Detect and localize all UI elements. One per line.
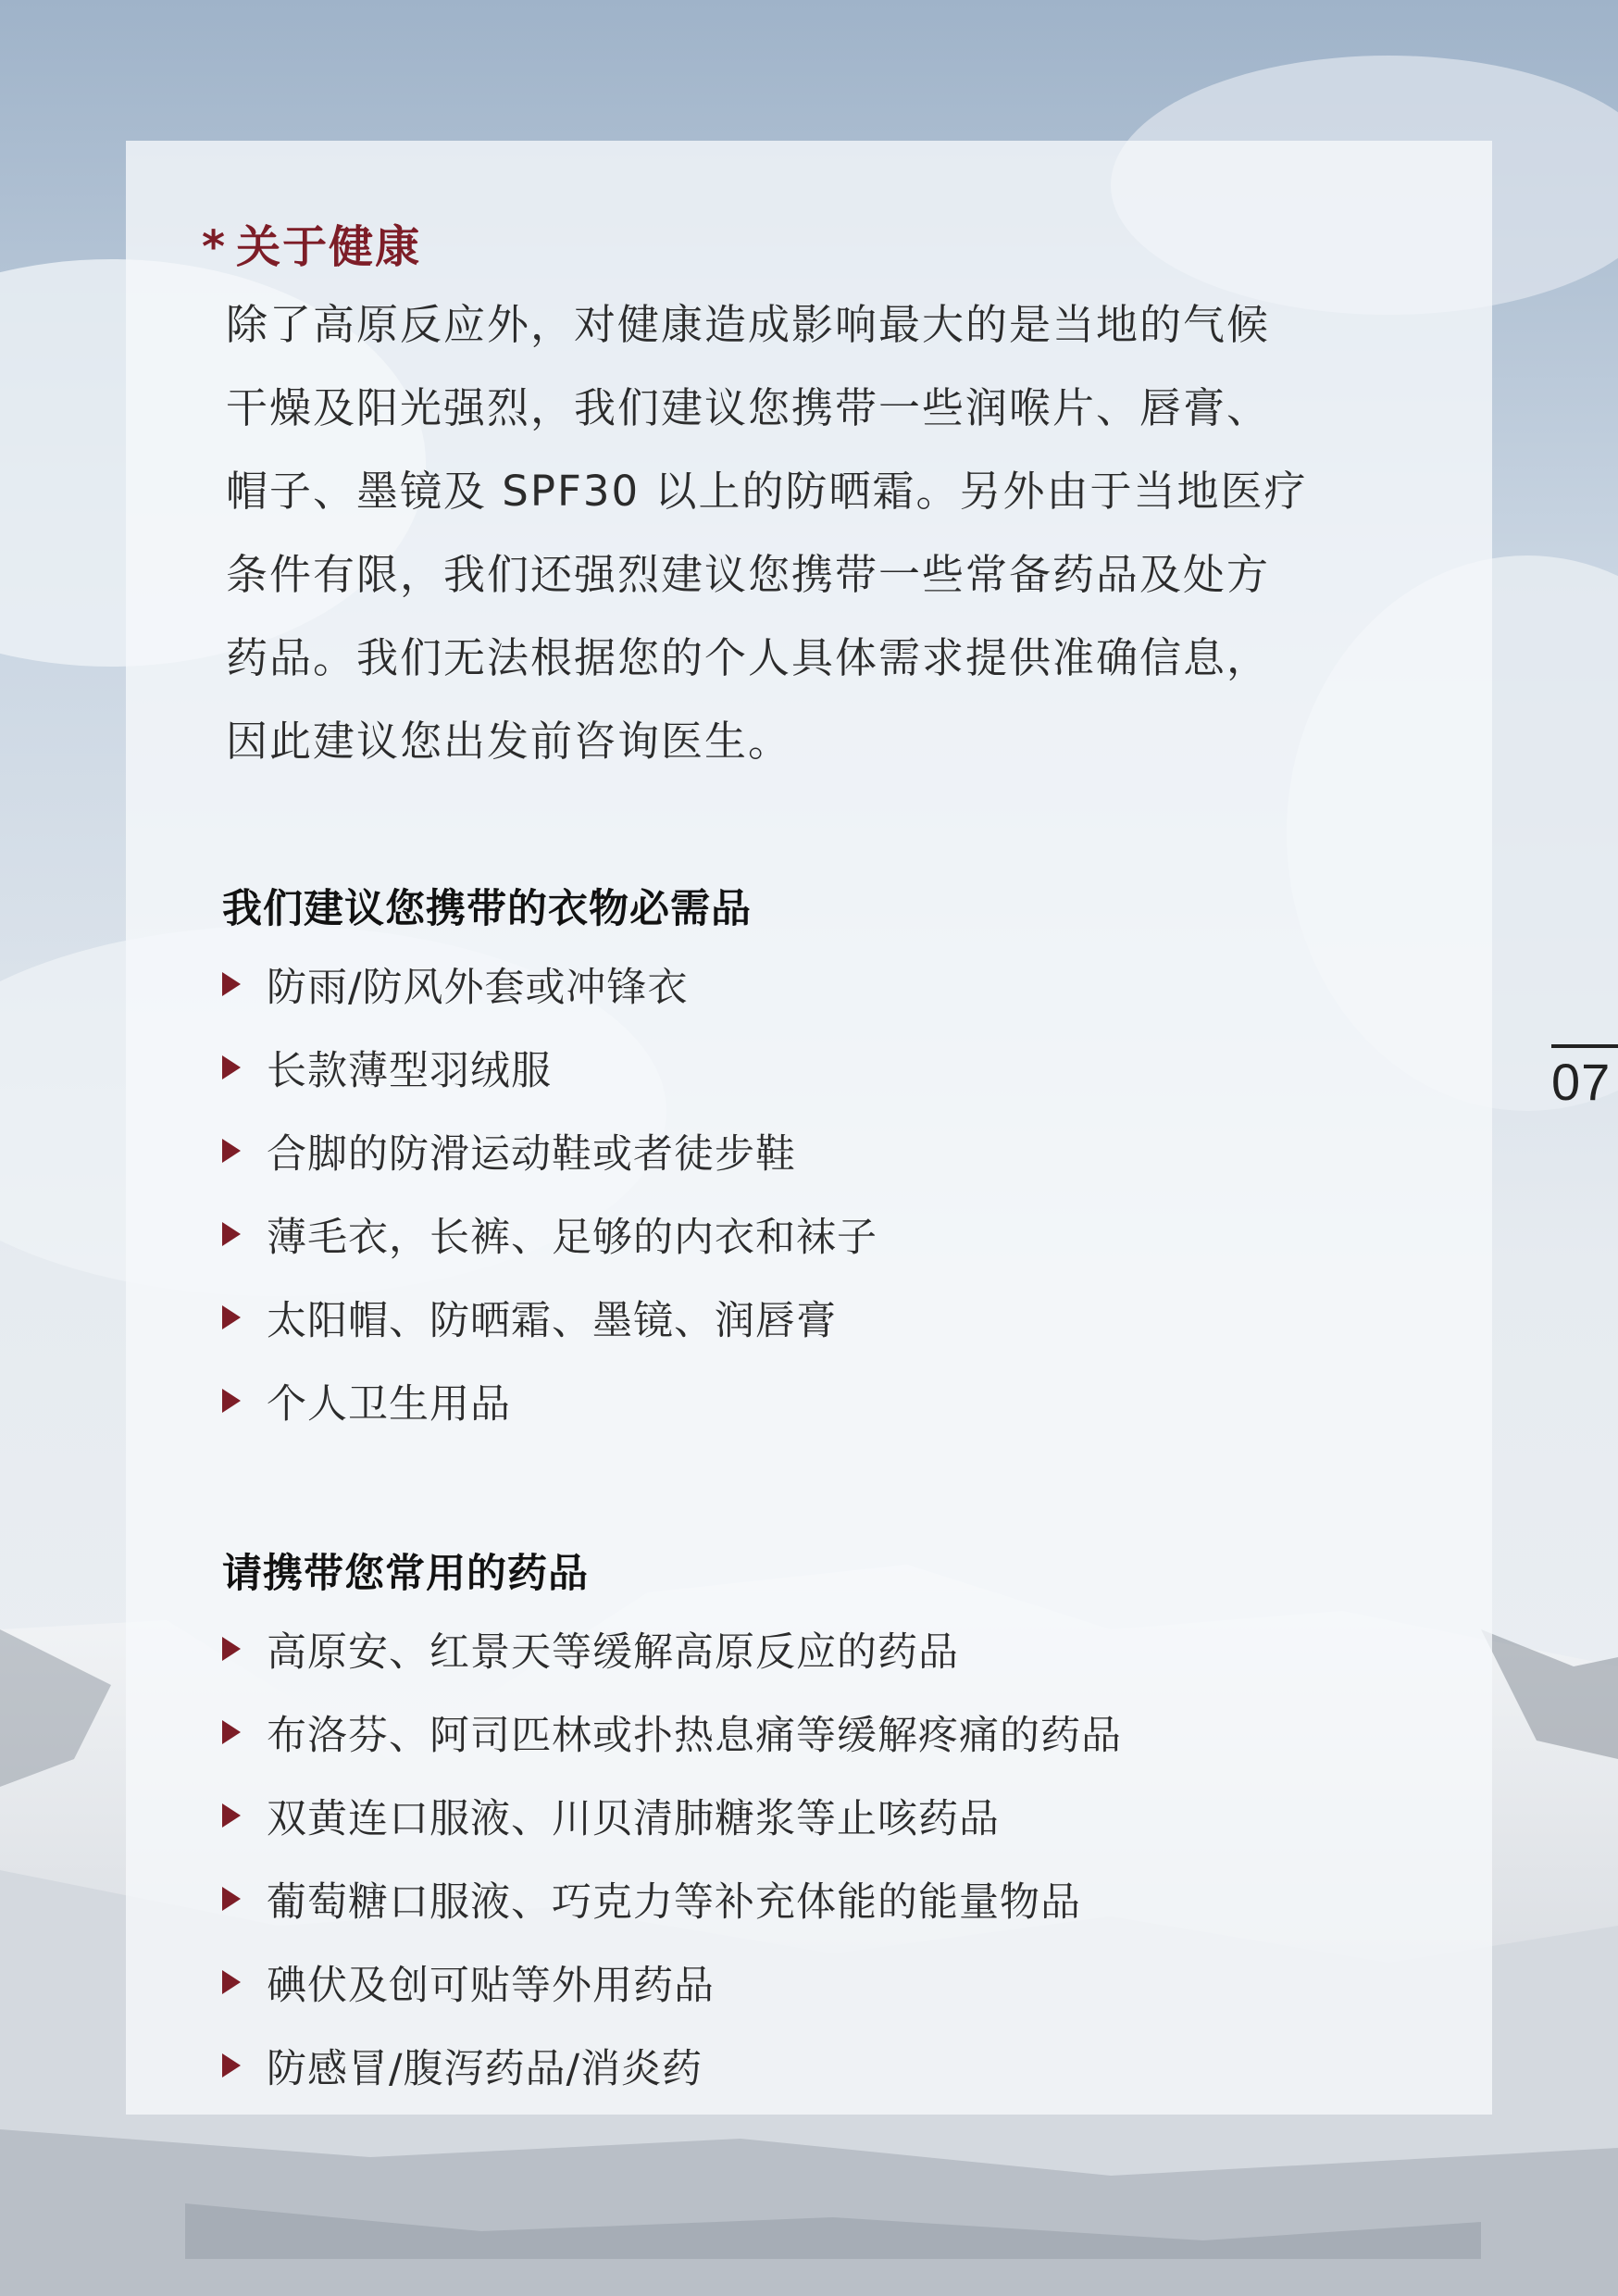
list-item	[222, 1691, 1425, 1774]
paragraph-line: 条件有限，我们还强烈建议您携带一些常备药品及处方	[226, 550, 1271, 599]
list-item	[222, 2024, 1425, 2107]
medicine-section-title: 请携带您常用的药品	[222, 1551, 589, 1597]
triangle-bullet-icon	[222, 1305, 241, 1329]
list-item-label: 双黄连口服液、川贝清肺糖浆等止咳药品	[267, 1795, 1000, 1842]
triangle-bullet-icon	[222, 972, 241, 996]
triangle-bullet-icon	[222, 1970, 241, 1994]
list-item	[222, 1607, 1425, 1691]
list-item-label: 太阳帽、防晒霜、墨镜、润唇膏	[267, 1297, 837, 1344]
triangle-bullet-icon	[222, 1055, 241, 1079]
triangle-bullet-icon	[222, 1222, 241, 1246]
health-paragraph	[226, 283, 1383, 783]
list-item	[222, 1192, 1425, 1276]
list-item-label: 防雨/防风外套或冲锋衣	[267, 964, 689, 1011]
list-item-label: 合脚的防滑运动鞋或者徒步鞋	[267, 1130, 796, 1178]
list-item-label: 布洛芬、阿司匹林或扑热息痛等缓解疼痛的药品	[267, 1712, 1122, 1759]
list-item	[222, 1359, 1425, 1442]
health-section-title	[202, 211, 421, 275]
paragraph-line: 帽子、墨镜及 SPF30 以上的防晒霜。另外由于当地医疗	[226, 467, 1308, 516]
paragraph-line: 因此建议您出发前咨询医生。	[226, 717, 792, 766]
list-item-label: 葡萄糖口服液、巧克力等补充体能的能量物品	[267, 1878, 1081, 1926]
list-item-label: 长款薄型羽绒服	[267, 1047, 552, 1094]
list-item-label: 高原安、红景天等缓解高原反应的药品	[267, 1628, 959, 1676]
triangle-bullet-icon	[222, 1637, 241, 1661]
asterisk-icon: *	[202, 221, 228, 273]
paragraph-line: 除了高原反应外，对健康造成影响最大的是当地的气候	[226, 300, 1271, 349]
list-item	[222, 1774, 1425, 1857]
list-item	[222, 1026, 1425, 1109]
triangle-bullet-icon	[222, 1803, 241, 1828]
paragraph-line: 药品。我们无法根据您的个人具体需求提供准确信息，	[226, 633, 1271, 682]
triangle-bullet-icon	[222, 1887, 241, 1911]
list-item-label: 薄毛衣，长裤、足够的内衣和袜子	[267, 1214, 877, 1261]
list-item-label: 碘伏及创可贴等外用药品	[267, 1962, 715, 2009]
list-item	[222, 1940, 1425, 2024]
medicine-list	[222, 1607, 1425, 2107]
triangle-bullet-icon	[222, 1139, 241, 1163]
list-item-label: 个人卫生用品	[267, 1380, 511, 1428]
list-item	[222, 1857, 1425, 1940]
triangle-bullet-icon	[222, 1720, 241, 1744]
clothing-list	[222, 942, 1425, 1442]
triangle-bullet-icon	[222, 2053, 241, 2078]
list-item	[222, 1276, 1425, 1359]
list-item	[222, 942, 1425, 1026]
clothing-section-title: 我们建议您携带的衣物必需品	[222, 886, 752, 932]
health-title-text: 关于健康	[236, 221, 422, 273]
paragraph-line: 干燥及阳光强烈，我们建议您携带一些润喉片、唇膏、	[226, 383, 1271, 432]
list-item-label: 防感冒/腹泻药品/消炎药	[267, 2045, 703, 2092]
list-item	[222, 1109, 1425, 1192]
triangle-bullet-icon	[222, 1389, 241, 1413]
page-number: 07	[1551, 1044, 1618, 1112]
